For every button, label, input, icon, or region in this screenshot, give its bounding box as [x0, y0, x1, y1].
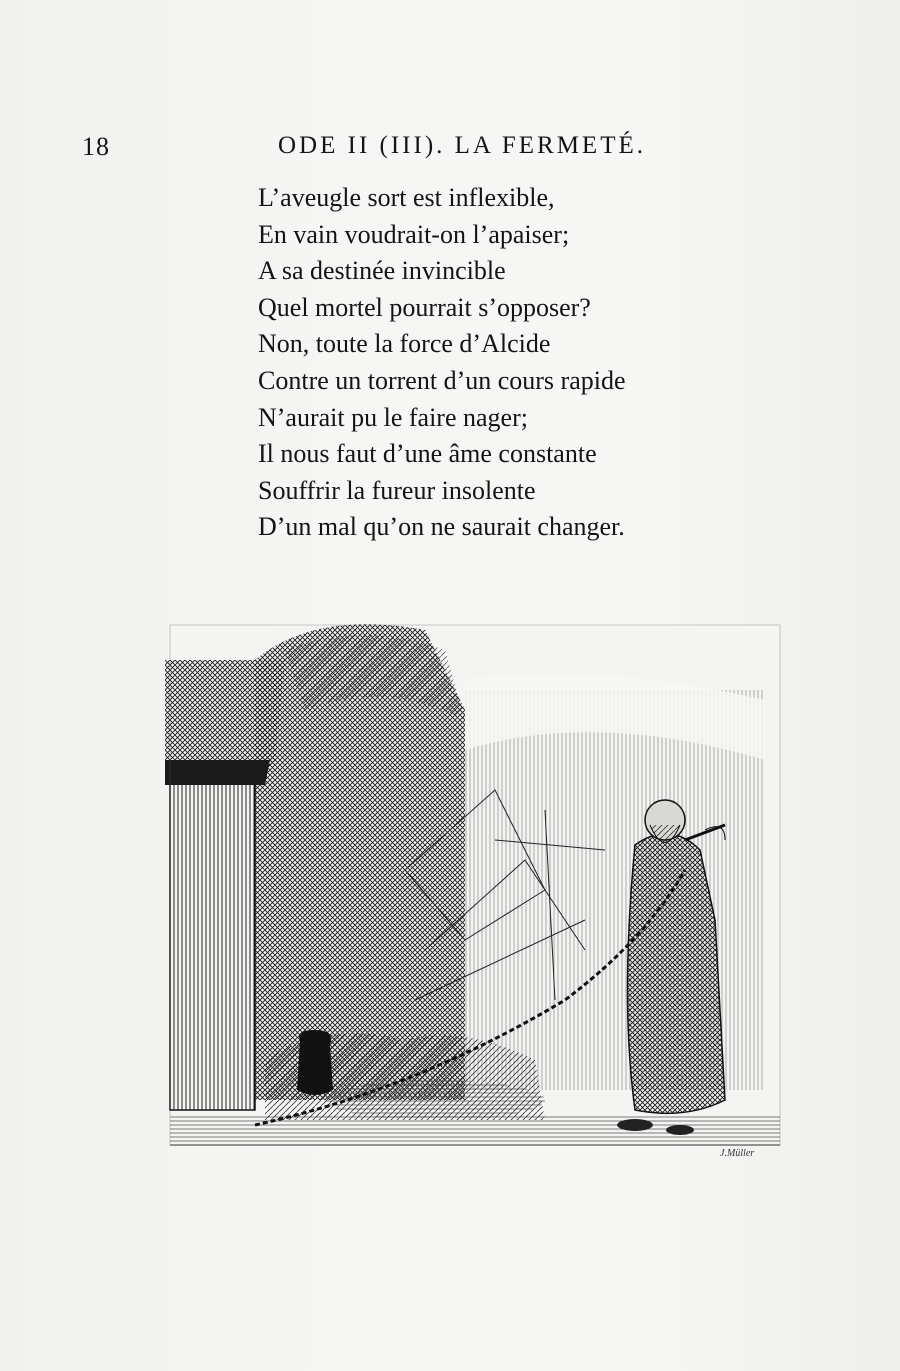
engraving-illustration: [165, 620, 785, 1170]
poem-line: Quel mortel pourrait s’opposer?: [258, 292, 591, 322]
poem-line: Il nous faut d’une âme constante: [258, 439, 597, 469]
poem-line: A sa destinée invincible: [258, 256, 506, 286]
running-head: ODE II (III). LA FERMETÉ.: [278, 132, 646, 159]
poem-line: En vain voudrait-on l’apaiser;: [258, 219, 570, 249]
poem-line: Contre un torrent d’un cours rapide: [258, 365, 626, 395]
page-number: 18: [82, 132, 110, 161]
poem-line: D’un mal qu’on ne saurait changer.: [258, 512, 625, 542]
poem-stanza: [258, 180, 626, 546]
artist-signature: J.Müller: [720, 1148, 755, 1159]
poem-line: Non, toute la force d’Alcide: [258, 329, 551, 359]
poem-line: N’aurait pu le faire nager;: [258, 402, 528, 432]
poem-line: L’aveugle sort est inflexible,: [258, 183, 555, 212]
poem-line: Souffrir la fureur insolente: [258, 475, 536, 505]
